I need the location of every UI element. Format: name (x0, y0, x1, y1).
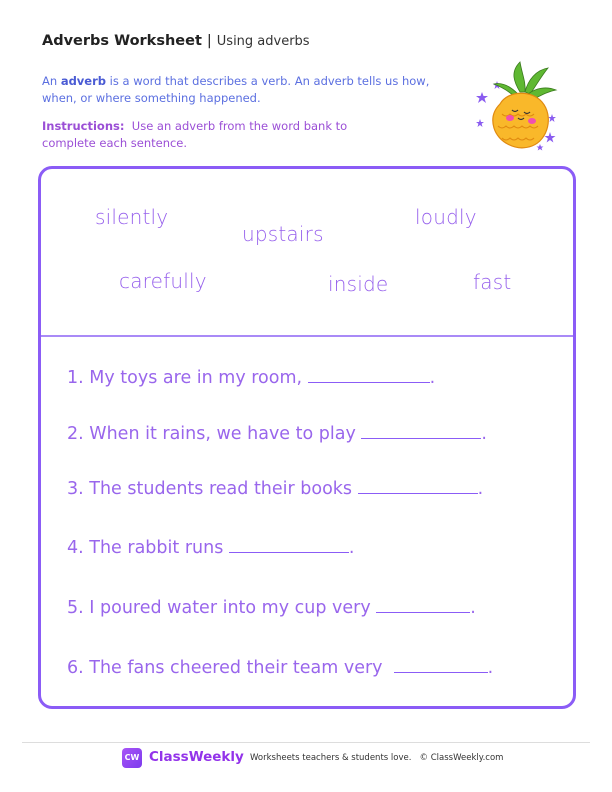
title-subtitle: Using adverbs (216, 34, 310, 49)
question-text: The students read their books (89, 479, 358, 499)
intro-text (42, 73, 462, 107)
question-period: . (487, 658, 494, 678)
question-period: . (429, 368, 436, 388)
word-bank-item: inside (328, 272, 389, 296)
question-number: 3. (67, 479, 84, 499)
intro-prefix: An (42, 74, 61, 88)
word-bank-item: fast (473, 270, 512, 294)
question-period: . (481, 424, 487, 444)
section-divider (41, 335, 573, 337)
question-period: . (477, 479, 484, 499)
instructions-text: Use an adverb from the word bank to complete each sentence. (42, 119, 351, 150)
word-bank-item: carefully (119, 269, 207, 293)
answer-blank[interactable] (376, 598, 470, 613)
question-number: 4. (67, 538, 84, 558)
question-6 (67, 658, 493, 678)
question-3 (67, 479, 483, 499)
answer-blank[interactable] (308, 368, 430, 383)
answer-blank[interactable] (361, 424, 481, 439)
question-5 (67, 598, 476, 618)
footer-tagline: Worksheets teachers & students love. © ClassWeekly.com (250, 753, 504, 763)
title-separator: | (206, 33, 212, 49)
worksheet-title (42, 33, 310, 49)
title-main: Adverbs Worksheet (42, 33, 202, 49)
answer-blank[interactable] (394, 658, 488, 673)
question-text: When it rains, we have to play (89, 424, 362, 444)
question-period: . (470, 598, 476, 618)
question-text: The rabbit runs (89, 538, 229, 558)
answer-blank[interactable] (358, 479, 478, 494)
question-number: 6. (67, 658, 84, 678)
question-text: I poured water into my cup very (89, 598, 377, 618)
worksheet-box (38, 166, 576, 709)
word-bank-item: silently (95, 205, 169, 229)
question-number: 2. (67, 424, 84, 444)
instructions-label: Instructions: (42, 119, 125, 133)
pineapple-icon (470, 54, 570, 154)
question-4 (67, 538, 354, 558)
question-text: My toys are in my room, (89, 368, 308, 388)
classweekly-logo-icon: CW (122, 748, 142, 768)
question-period: . (348, 538, 355, 558)
question-text: The fans cheered their team very (89, 658, 394, 678)
question-number: 1. (67, 368, 84, 388)
question-2 (67, 424, 487, 444)
footer-divider (22, 742, 590, 743)
instructions (42, 118, 382, 152)
answer-blank[interactable] (229, 538, 349, 553)
intro-term: adverb (60, 74, 107, 88)
question-number: 5. (67, 598, 84, 618)
intro-rest: is a word that describes a verb. An adverb tells us how, when, or where something happened. (42, 74, 430, 105)
question-1 (67, 368, 435, 388)
footer-brand: ClassWeekly (149, 749, 244, 765)
word-bank-item: upstairs (242, 222, 324, 246)
word-bank-item: loudly (415, 205, 477, 229)
